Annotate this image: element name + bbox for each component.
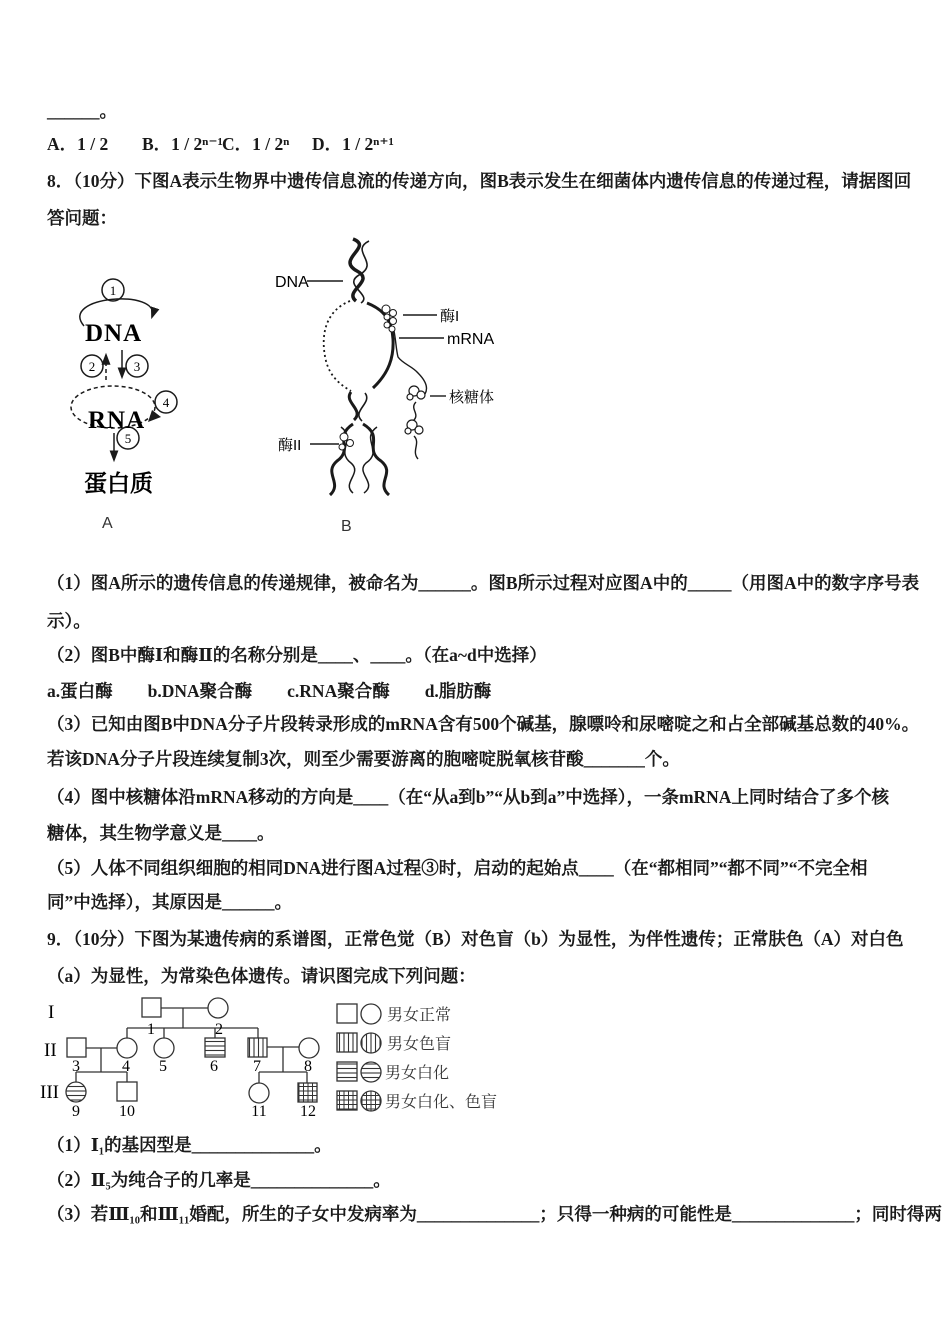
q8-sub1-line2: 示）。 bbox=[47, 611, 91, 631]
q9-sub3-line: （3）若Ⅲ₁₀和Ⅲ₁₁婚配，所生的子女中发病率为______________；只得一种病的可能性是______________；同时得两 bbox=[47, 1204, 942, 1224]
q9-stem-line2: （a）为显性，为常染色体遗传。请识图完成下列问题： bbox=[47, 966, 476, 986]
legend-normal-female-swatch bbox=[361, 1004, 381, 1024]
individual-II3-normal-male bbox=[67, 1038, 86, 1057]
q8-sub5-line2: 同”中选择），其原因是______。 bbox=[47, 892, 292, 912]
individual-number: 4 bbox=[122, 1058, 130, 1075]
option-c: C．1 / 2ⁿ bbox=[222, 134, 290, 154]
option-a: A．1 / 2 bbox=[47, 134, 109, 154]
figure-b-enzyme1-label: 酶I bbox=[440, 308, 460, 325]
q8-figure bbox=[50, 236, 520, 538]
q8-sub3-line1: （3）已知由图B中DNA分子片段转录形成的mRNA含有500个碱基，腺嘌呤和尿嘧啶之和占全部碱基总数的40%。 bbox=[47, 714, 920, 734]
figure-a-protein-label: 蛋白质 bbox=[84, 471, 153, 496]
figure-a-rna-label: RNA bbox=[88, 407, 146, 434]
q8-choices-line: a.蛋白酶 b.DNA聚合酶 c.RNA聚合酶 d.脂肪酶 bbox=[47, 681, 492, 701]
option-b: B．1 / 2ⁿ⁻¹ bbox=[142, 134, 223, 154]
figure-a-caption: A bbox=[102, 515, 113, 532]
mrna-squiggle bbox=[413, 402, 416, 421]
individual-number: 2 bbox=[215, 1021, 223, 1038]
bubble-left-strand bbox=[324, 301, 351, 391]
ribosome-blob-1 bbox=[407, 386, 425, 400]
individual-II4-normal-female bbox=[117, 1038, 137, 1058]
generation-label-3: III bbox=[40, 1082, 59, 1103]
lower-helix-strand2 bbox=[359, 393, 367, 421]
figure-b-ribosome-label: 核糖体 bbox=[449, 389, 495, 406]
individual-number: 10 bbox=[119, 1103, 135, 1120]
pedigree-legend bbox=[337, 1004, 381, 1111]
q8-sub3-line2: 若该DNA分子片段连续复制3次，则至少需要游离的胞嘧啶脱氧核苷酸_______个。 bbox=[47, 749, 680, 769]
ribosome-blob-2 bbox=[405, 420, 423, 434]
q8-stem-line2: 答问题： bbox=[47, 208, 117, 228]
q9-sub1-line: （1）Ⅰ₁的基因型是______________。 bbox=[47, 1135, 332, 1155]
legend-colorblind-male-swatch bbox=[337, 1033, 357, 1052]
step2-number: 2 bbox=[88, 359, 96, 374]
figure-b-enzyme2-label: 酶II bbox=[278, 437, 302, 454]
legend-normal-male-swatch bbox=[337, 1004, 357, 1023]
q9-sub2-line: （2）Ⅱ₅为纯合子的几率是______________。 bbox=[47, 1170, 391, 1190]
individual-III12-albino-colorblind-male bbox=[298, 1083, 317, 1102]
top-helix-strand1 bbox=[350, 239, 363, 301]
legend-label-normal: 男女正常 bbox=[387, 1007, 452, 1024]
individual-number: 11 bbox=[251, 1103, 267, 1120]
lower-helix-strand1 bbox=[349, 392, 357, 420]
rna-polymerase-blob bbox=[382, 305, 397, 332]
individual-III10-normal-male bbox=[117, 1082, 137, 1101]
individual-III11-normal-female bbox=[249, 1083, 269, 1103]
step1-number: 1 bbox=[109, 283, 117, 298]
individual-I2-normal-female bbox=[208, 998, 228, 1018]
individual-III9-albino-female bbox=[66, 1082, 86, 1102]
fill-blank-line: ______。 bbox=[47, 101, 117, 121]
q8-sub4-line1: （4）图中核糖体沿mRNA移动的方向是____（在“从a到b”“从b到a”中选择），一条mRNA上同时结合了多个核 bbox=[47, 787, 889, 807]
legend-albino-female-swatch bbox=[361, 1062, 381, 1082]
q8-sub1-line1: （1）图A所示的遗传信息的传递规律，被命名为______。图B所示过程对应图A中的_____（用图A中的数字序号表 bbox=[47, 573, 920, 593]
individual-II8-normal-female bbox=[299, 1038, 319, 1058]
q8-sub2-line: （2）图B中酶Ⅰ和酶Ⅱ的名称分别是____、____。（在a~d中选择） bbox=[47, 645, 547, 665]
pedigree-connectors bbox=[76, 1008, 307, 1083]
figure-a-dna-label: DNA bbox=[85, 320, 143, 347]
q8-sub5-line1: （5）人体不同组织细胞的相同DNA进行图A过程③时，启动的起始点____（在“都相同”“都不同”“不完全相 bbox=[47, 858, 868, 878]
individual-number: 3 bbox=[72, 1058, 80, 1075]
mrna-tail bbox=[414, 436, 418, 459]
step3-number: 3 bbox=[133, 359, 141, 374]
generation-label-2: II bbox=[44, 1040, 57, 1061]
individual-II5-normal-female bbox=[154, 1038, 174, 1058]
q8-stem-line1: 8．（10分）下图A表示生物界中遗传信息流的传递方向，图B表示发生在细菌体内遗传信息的传递过程，请据图回 bbox=[47, 171, 912, 191]
individual-II7-colorblind-male bbox=[248, 1038, 267, 1057]
step4-number: 4 bbox=[162, 395, 170, 410]
figure-b-dna-label: DNA bbox=[275, 274, 309, 291]
figure-b-transcription bbox=[307, 239, 446, 495]
q9-stem-line1: 9．（10分）下图为某遗传病的系谱图，正常色觉（B）对色盲（b）为显性，为伴性遗传；正常肤色（A）对白色 bbox=[47, 929, 904, 949]
pedigree-individuals bbox=[66, 998, 319, 1103]
individual-number: 5 bbox=[159, 1058, 167, 1075]
legend-label-colorblind: 男女色盲 bbox=[387, 1036, 452, 1053]
generation-label-1: I bbox=[48, 1002, 55, 1023]
legend-albino-colorblind-male-swatch bbox=[337, 1091, 357, 1110]
individual-number: 1 bbox=[147, 1021, 155, 1038]
legend-colorblind-female-swatch bbox=[361, 1033, 381, 1053]
mrna-strand bbox=[394, 331, 427, 394]
right-fork-strand1 bbox=[363, 424, 389, 495]
pedigree-chart bbox=[36, 993, 516, 1125]
individual-number: 9 bbox=[72, 1103, 80, 1120]
figure-b-mrna-label: mRNA bbox=[447, 331, 495, 348]
legend-albino-male-swatch bbox=[337, 1062, 357, 1081]
q8-sub4-line2: 糖体，其生物学意义是____。 bbox=[47, 823, 275, 843]
option-d: D．1 / 2ⁿ⁺¹ bbox=[312, 134, 394, 154]
individual-II6-albino-male bbox=[205, 1038, 225, 1057]
step5-number: 5 bbox=[124, 431, 132, 446]
legend-label-albino-colorblind: 男女白化、色盲 bbox=[385, 1094, 498, 1111]
individual-I1-normal-male bbox=[142, 998, 161, 1017]
individual-number: 12 bbox=[300, 1103, 316, 1120]
figure-b-caption: B bbox=[341, 518, 352, 535]
legend-label-albino: 男女白化 bbox=[385, 1065, 450, 1082]
individual-number: 6 bbox=[210, 1058, 218, 1075]
individual-number: 7 bbox=[253, 1058, 261, 1075]
individual-number: 8 bbox=[304, 1058, 312, 1075]
legend-albino-colorblind-female-swatch bbox=[361, 1091, 381, 1111]
